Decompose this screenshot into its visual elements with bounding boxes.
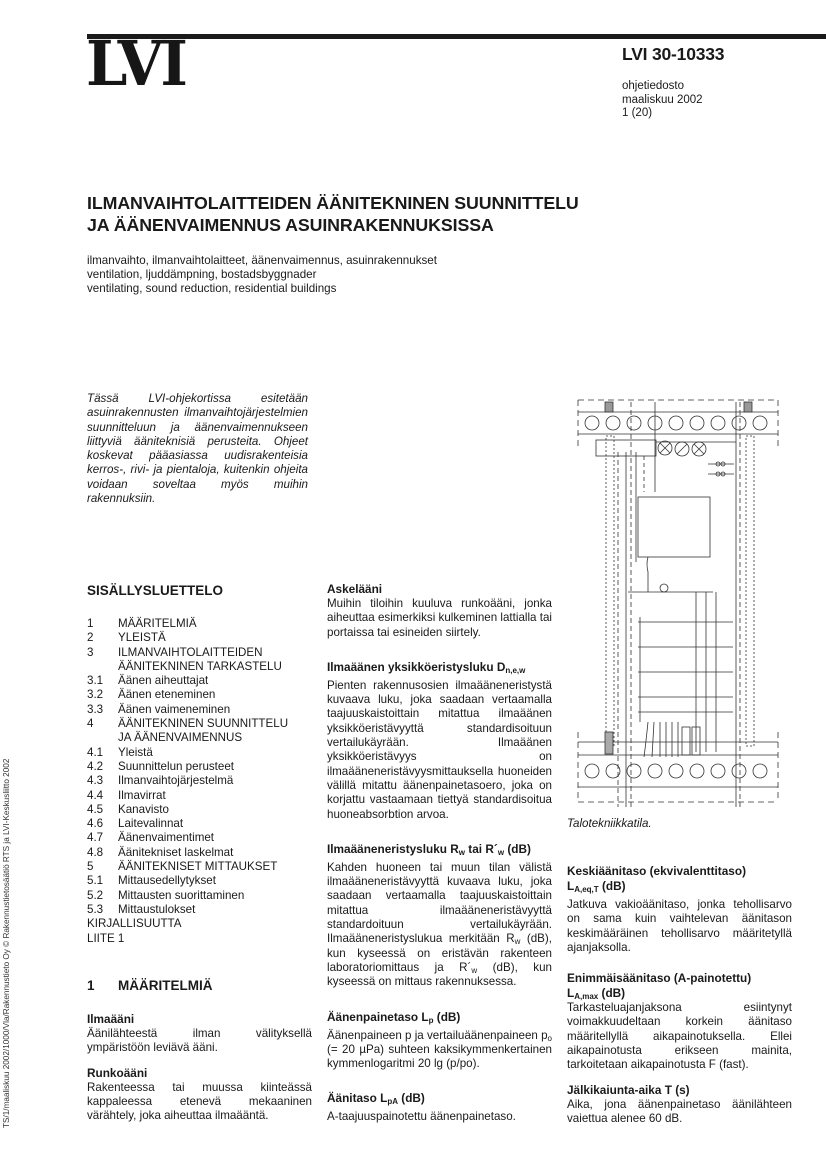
keywords [87,254,437,297]
title-line-1: ILMANVAIHTOLAITTEIDEN ÄÄNITEKNINEN SUUNNITTELU [87,193,579,213]
text-subscript: w [471,965,478,975]
toc-item [87,932,322,946]
term-title: Jälkikaiunta-aika T (s) [567,1082,690,1097]
toc-number: 4.4 [87,788,104,802]
term-title: Runkoääni [87,1065,148,1080]
term-title-text: (dB) [504,841,531,856]
term-title [327,1010,552,1025]
term-symbol [567,986,792,1001]
term-title [327,1091,552,1106]
document-number: LVI 30-10333 [622,44,725,64]
toc-label: JA ÄÄNENVAIMENNUS [118,731,243,745]
term-text: Jatkuva vakioäänitaso, jonka tehollisarvo on sama kuin vaihtelevan äänitason keskimääräinen tehollisarvo määritetyllä ajanjaksolla. [567,898,792,954]
toc-item [87,646,322,660]
term-subscript: w [458,847,466,857]
toc-number: 5.2 [87,888,104,902]
term-unit: (dB) [433,1009,461,1024]
toc-label: KIRJALLISUUTTA [87,917,182,931]
term-t [567,1083,792,1127]
toc-number: 4 [87,717,94,731]
toc-title: SISÄLLYSLUETTELO [87,583,224,598]
toc-item [87,660,322,674]
term-unit: (dB) [598,986,626,1001]
toc-item [87,846,322,860]
term-symbol [567,879,792,894]
toc-item [87,917,322,931]
toc-number: 1 [87,617,94,630]
term-subscript: A,eq,T [574,885,599,894]
section-title: MÄÄRITELMIÄ [118,978,213,993]
document-title [87,193,579,236]
toc-label: Laitevalinnat [118,817,184,831]
section-1-heading [87,978,213,993]
column-1-terms [87,1012,312,1133]
toc-item [87,617,322,631]
text-part: Äänenpaineen p ja vertailuäänenpaineen p [327,1028,548,1042]
toc-number: 5.3 [87,902,104,916]
text-part: (dB), kun kyseessä on eristävän rakenteen laboratoriomittaus ja R´ [327,932,552,974]
term-text: A-taajuuspainotettu äänenpainetaso. [327,1110,516,1124]
term-text [327,861,552,990]
toc-number: 5 [87,860,94,874]
toc-number: 4.3 [87,774,104,788]
toc-number: 4.7 [87,831,104,845]
term-askelaani [327,582,552,640]
toc-number [87,660,118,674]
term-title [327,842,552,857]
term-text [327,1029,552,1072]
keywords-en: ventilating, sound reduction, residential buildings [87,282,337,296]
term-runkoaani [87,1066,312,1124]
toc-number: 4.2 [87,759,104,773]
term-title: Keskiäänitaso (ekvivalenttitaso) [567,864,746,878]
term-text: Aika, jona äänenpainetaso äänilähteen vaiettua alenee 60 dB. [567,1097,792,1125]
term-subscript: n,e,w [505,665,526,675]
technical-room-drawing [568,392,826,807]
toc-number: 3 [87,645,94,659]
toc-item [87,889,322,903]
term-title-text: Äänenpainetaso L [327,1009,429,1024]
title-line-2: JA ÄÄNENVAIMENNUS ASUINRAKENNUKSISSA [87,214,494,235]
table-of-contents [87,617,322,946]
header-rule [87,34,826,39]
toc-label: YLEISTÄ [118,631,166,645]
term-subscript: w [497,847,505,857]
toc-label: ÄÄNITEKNINEN SUUNNITTELU [118,717,289,731]
toc-number: 3.3 [87,702,104,716]
toc-label: Ilmanvaihtojärjestelmä [118,774,234,788]
toc-label: Mittausten suorittaminen [118,888,245,902]
text-part: Kahden huoneen tai muun tilan välistä ilmaääneneristävyyttä kuvaava luku, joka saadaan vertaamalla taajuuskaistoittain mitattua ilmaääneneristävyyttä standardoituun vertailukäyrään. Ilmaääneneristyslukua merkitään R [327,860,552,946]
term-unit: (dB) [598,879,626,893]
lvi-logo: LVI [86,27,186,100]
term-title-text: tai R´ [465,841,498,856]
term-subscript: p [428,1015,434,1025]
text-subscript: w [514,937,521,947]
toc-label: Äänen aiheuttajat [118,674,209,688]
text-part: (= 20 µPa) suhteen kaksikymmenkertainen kymmenlogaritmi 20 lg (p/po). [327,1042,552,1071]
toc-label: Äänen vaimeneminen [118,702,231,716]
document-meta [622,80,703,121]
side-copyright-text: TS/1/maaliskuu 2002/1000/Vla/Rakennustieto Oy © Rakennustietosäätiö RTS ja LVI-Keskusliitto 2002 [2,758,11,1128]
toc-label: Äänen eteneminen [118,688,216,702]
term-unit: (dB) [397,1091,425,1106]
term-title-text: Ilmaääneneristysluku R [327,841,459,856]
intro-paragraph: Tässä LVI-ohjekortissa esitetään asuinrakennusten ilmanvaihtojärjestelmien suunnitteluun ja äänenvaimennukseen liittyviä ääniteknisiä perusteita. Ohjeet koskevat pääasiassa uudisrakenteisia kerros-, rivi- ja pientaloja, kuitenkin ohjeita voidaan soveltaa myös muihin rakennuksiin. [87,392,308,506]
text-subscript: o [547,1033,552,1043]
toc-number: 4.5 [87,802,104,816]
term-text: Äänilähteestä ilman välityksellä ympäristöön leviävä ääni. [87,1027,312,1055]
toc-item [87,760,322,774]
term-text: Tarkasteluajanjaksona esiintynyt voimakkuudeltaan korkein äänitaso määritellyllä aikapainotuksella. Ellei aikapainotusta erikseen mainita, tarkoitetaan aikapainotusta F (fast). [567,1001,792,1072]
toc-label: Mittaustulokset [118,902,196,916]
term-dnew [327,660,552,822]
toc-item [87,674,322,688]
column-3-terms [567,864,792,1136]
term-subscript: A,max [574,992,599,1002]
term-lamax [567,971,792,1072]
term-title-text: L [567,986,575,1001]
toc-number: 4.8 [87,845,104,859]
term-title: Enimmäisäänitaso (A-painotettu) [567,971,752,986]
toc-number [87,731,118,745]
page-number: 1 (20) [622,107,653,119]
toc-item [87,717,322,731]
toc-label: Mittausedellytykset [118,874,216,888]
toc-item [87,803,322,817]
doc-type: ohjetiedosto [622,80,685,92]
text-part: (dB), kun kyseessä on mittaus rakennuksessa. [327,960,552,989]
term-text: Rakenteessa tai muussa kiinteässä kappaleessa etenevä mekaaninen värähtely, joka aiheuttaa ilmaääntä. [87,1080,312,1123]
toc-item [87,874,322,888]
toc-item [87,746,322,760]
toc-number: 2 [87,631,94,645]
term-title-text: Äänitaso L [327,1091,388,1106]
term-text: Muihin tiloihin kuuluva runkoääni, jonka aiheuttaa esimerkiksi kulkeminen lattialla tai portaissa tai esineiden siirtely. [327,597,552,639]
term-title: Askelääni [327,582,383,596]
term-laeq [567,864,792,955]
toc-item [87,860,322,874]
term-lpa [327,1091,552,1124]
toc-item [87,731,322,745]
term-subscript: pA [387,1097,398,1107]
toc-label: Äänenvaimentimet [118,831,215,845]
figure-caption: Talotekniikkatila. [567,817,652,830]
toc-number: 4.6 [87,817,104,831]
toc-label: Ilmavirrat [118,788,166,802]
term-ilmaaani [87,1012,312,1056]
term-rw [327,842,552,990]
term-lp [327,1010,552,1072]
term-title-text: Ilmaäänen yksikköeristysluku D [327,659,506,674]
toc-label: ÄÄNITEKNINEN TARKASTELU [118,659,282,673]
toc-item [87,703,322,717]
toc-item [87,631,322,645]
toc-item [87,774,322,788]
toc-label: ILMANVAIHTOLAITTEIDEN [118,645,263,659]
toc-number: 5.1 [87,874,104,888]
toc-number: 3.2 [87,688,104,702]
toc-item [87,688,322,702]
term-text: Pienten rakennusosien ilmaääneneristystä kuvaava luku, joka saadaan vertaamalla taajuuskaistoittain mitattua ilmaäänen yksikköeristävyyttä standardisoituun vertailukäyrään. Ilmaäänen yksikköeristävyys on ilmaääneneristävyysmittauksella huoneiden välillä mitattu äänenpainetasoero, joka on korjattu vastaamaan tiettyä standardisoitua huoneabsorbtion arvoa. [327,678,552,821]
toc-item [87,789,322,803]
toc-label: Kanavisto [118,802,169,816]
term-title [327,660,552,675]
column-2-terms [327,582,552,1135]
toc-label: Suunnittelun perusteet [118,759,235,773]
toc-item [87,831,322,845]
section-number: 1 [87,978,95,993]
term-title: Ilmaääni [87,1012,135,1026]
toc-label: ÄÄNITEKNISET MITTAUKSET [118,860,278,874]
toc-item [87,903,322,917]
toc-label: MÄÄRITELMIÄ [118,617,197,630]
toc-label: LIITE 1 [87,931,125,945]
toc-item [87,817,322,831]
toc-label: Yleistä [118,745,153,759]
doc-date: maaliskuu 2002 [622,93,703,106]
keywords-sv: ventilation, ljuddämpning, bostadsbyggnader [87,268,317,282]
toc-number: 3.1 [87,674,104,688]
toc-label: Äänitekniset laskelmat [118,845,234,859]
toc-number: 4.1 [87,745,104,759]
keywords-fi: ilmanvaihto, ilmanvaihtolaitteet, äänenvaimennus, asuinrakennukset [87,254,437,267]
term-title-text: L [567,879,575,893]
